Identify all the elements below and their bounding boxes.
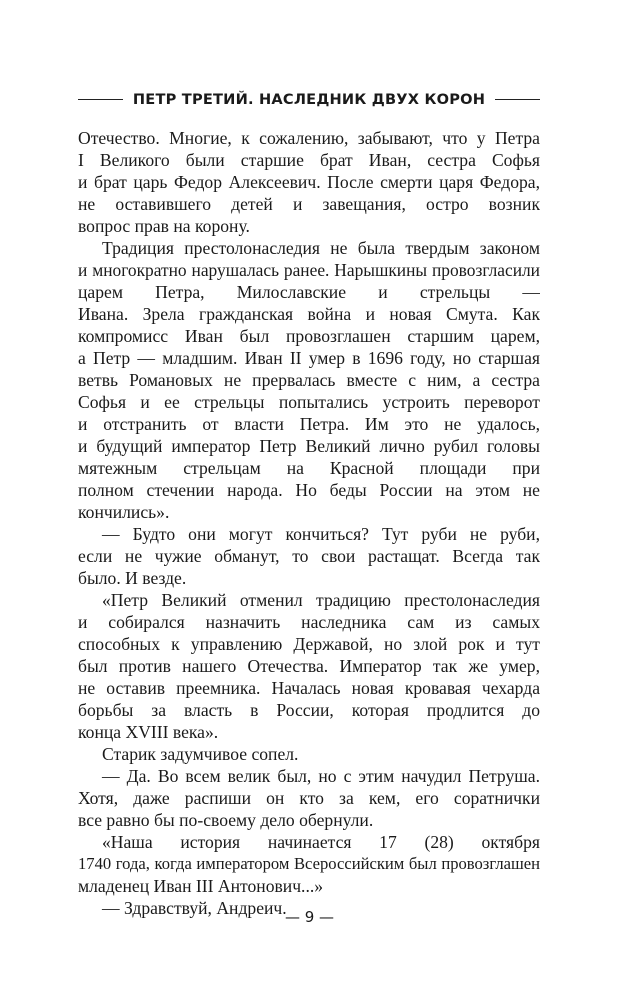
- body-text: [78, 127, 540, 919]
- text-line: не оставившего детей и завещания, остро возник: [78, 194, 540, 214]
- text-line: Старик задумчивое сопел.: [102, 744, 299, 764]
- text-line: а Петр — младшим. Иван II умер в 1696 году, но старшая: [78, 348, 540, 368]
- text-line: был против нашего Отечества. Император так же умер,: [78, 656, 540, 676]
- text-line: — Будто они могут кончиться? Тут руби не руби,: [102, 524, 540, 544]
- text-line: Отечество. Многие, к сожалению, забывают, что у Петра: [78, 128, 540, 148]
- text-line: I Великого были старшие брат Иван, сестра Софья: [78, 150, 540, 170]
- text-line: конца XVIII века».: [78, 722, 219, 742]
- text-line: и отстранить от власти Петра. Им это не удалось,: [78, 414, 540, 434]
- running-header: [78, 86, 540, 112]
- text-line: не оставив преемника. Началась новая кровавая чехарда: [78, 678, 540, 698]
- text-line: кончились».: [78, 502, 170, 522]
- text-line: если не чужие обманут, то свои растащат. Всегда так: [78, 546, 540, 566]
- text-line: было. И везде.: [78, 568, 187, 588]
- text-line: и будущий император Петр Великий лично рубил головы: [78, 436, 540, 456]
- text-line: вопрос прав на корону.: [78, 216, 250, 236]
- text-line: компромисс Иван был провозглашен старшим царем,: [78, 326, 540, 346]
- text-line: все равно бы по-своему дело обернули.: [78, 810, 374, 830]
- text-line: младенец Иван III Антонович...»: [78, 876, 324, 896]
- page-number: — 9 —: [284, 908, 335, 926]
- text-line: способных к управлению Державой, но злой рок и тут: [78, 634, 540, 654]
- text-line: «Наша история начинается 17 (28) октября: [102, 832, 540, 852]
- text-line: «Петр Великий отменил традицию престолонаследия: [102, 590, 540, 610]
- text-line: 1740 года, когда императором Всероссийским был провозглашен: [78, 854, 540, 873]
- text-line: Традиция престолонаследия не была твердым законом: [102, 238, 540, 258]
- text-line: Софья и ее стрельцы попытались устроить переворот: [78, 392, 540, 412]
- text-line: ветвь Романовых не прервалась вместе с ним, а сестра: [78, 370, 540, 390]
- text-line: полном стечении народа. Но беды России на этом не: [78, 480, 540, 500]
- text-line: царем Петра, Милославские и стрельцы —: [78, 282, 540, 302]
- text-line: Ивана. Зрела гражданская война и новая Смута. Как: [78, 304, 540, 324]
- text-line: — Здравствуй, Андреич.: [102, 898, 287, 918]
- running-title: ПЕТР ТРЕТИЙ. НАСЛЕДНИК ДВУХ КОРОН: [132, 90, 486, 108]
- text-line: и многократно нарушалась ранее. Нарышкины провозгласили: [78, 260, 540, 280]
- text-line: Хотя, даже распиши он кто за кем, его соратнички: [78, 788, 540, 808]
- text-line: и собирался назначить наследника сам из самых: [78, 612, 540, 632]
- text-line: — Да. Во всем велик был, но с этим начудил Петруша.: [102, 766, 540, 786]
- header-rule-left: [78, 99, 123, 100]
- text-line: борьбы за власть в России, которая продлится до: [78, 700, 540, 720]
- text-line: и брат царь Федор Алексеевич. После смерти царя Федора,: [78, 172, 540, 192]
- text-line: мятежным стрельцам на Красной площади при: [78, 458, 540, 478]
- header-rule-right: [495, 99, 540, 100]
